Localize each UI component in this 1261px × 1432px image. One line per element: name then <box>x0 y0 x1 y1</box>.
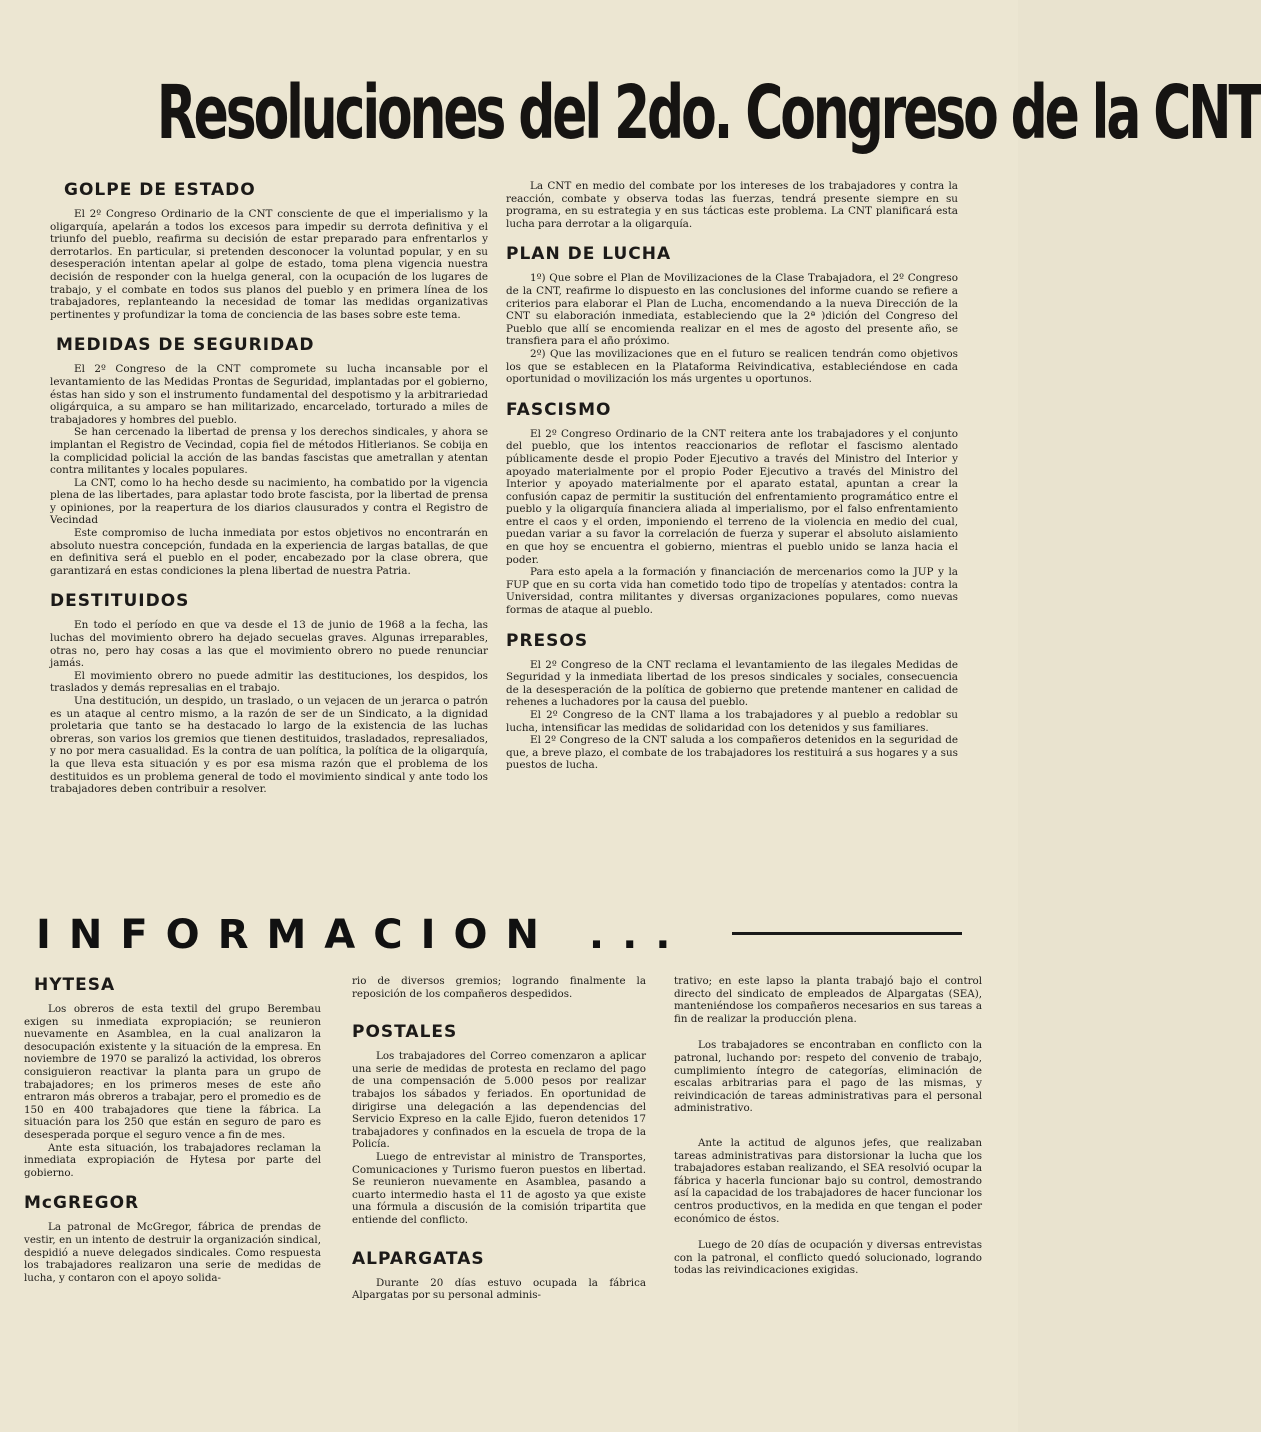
section-mcgregor <box>24 1193 321 1284</box>
section-fascismo <box>506 400 958 617</box>
paragraph: El 2º Congreso Ordinario de la CNT consciente de que el imperialismo y la oligarquía, apelarán a todos los excesos para impedir su derrota definitiva y el triunfo del pueblo, reafirma su decisión de estar preparado para enfrentarlos y derrotarlos. En particular, si pretenden desconocer la voluntad popular, y en su desesperación intentan apelar al golpe de estado, toma plena vigencia nuestra decisión de responder con la huelga general, con la ocupación de los lugares de trabajo, y el combate en todos sus planos del pueblo y en primera línea de los trabajadores, replanteando la necesidad de tomar las medidas organizativas pertinentes y profundizar la toma de conciencia de las bases sobre este tema. <box>50 208 488 321</box>
paragraph: Luego de 20 días de ocupación y diversas entrevistas con la patronal, el conflicto quedó solucionado, logrando todas las reivindicaciones exigidas. <box>674 1239 982 1277</box>
paragraph: 1º) Que sobre el Plan de Movilizaciones de la Clase Trabajadora, el 2º Congreso de la CNT, reafirme lo dispuesto en las conclusiones del informe cuando se refiere a criterios para elaborar el Plan de Lucha, encomendando a la nueva Dirección de la CNT su elaboración inmediata, estableciendo que la 2ª )dición del Congreso del Pueblo que allí se encomienda realizar en el mes de agosto del presente año, se transfiera para el año próximo. <box>506 272 958 348</box>
paragraph: La CNT, como lo ha hecho desde su nacimiento, ha combatido por la vigencia plena de las libertades, para aplastar todo brote fascista, por la libertad de prensa y opiniones, por la reapertura de los diarios clausurados y contra el Registro de Vecindad <box>50 476 488 527</box>
section-plan-de-lucha <box>506 244 958 385</box>
paragraph: El 2º Congreso de la CNT reclama el levantamiento de las ilegales Medidas de Seguridad y la inmediata libertad de los presos sindicales y sociales, consecuencia de la desesperación de la política de gobierno que pretende mantener en calidad de rehenes a luchadores por la causa del pueblo. <box>506 658 958 709</box>
section-golpe-de-estado <box>50 180 488 321</box>
paragraph: El 2º Congreso de la CNT llama a los trabajadores y al pueblo a redoblar su lucha, intensificar las medidas de solidaridad con los detenidos y sus familiares. <box>506 709 958 734</box>
paragraph: Para esto apela a la formación y financiación de mercenarios como la JUP y la FUP que en su corta vida han cometido todo tipo de tropelías y atentados: contra la Universidad, contra militantes y diversas organizaciones populares, como nuevas formas de ataque al pueblo. <box>506 566 958 617</box>
paragraph: El 2º Congreso Ordinario de la CNT reitera ante los trabajadores y el conjunto del pueblo, que los intentos reaccionarios de reflotar el fascismo alentado públicamente desde el propio Poder Ejecutivo a través del Ministro del Interior y apoyado materialmente por el propio Poder Ejecutivo a través del Ministro del Interior y apoyado materialmente por el aparato estatal, apuntan a crear la confusión capaz de permitir la sustitución del enfrentamiento programático entre el pueblo y la oligarquía financiera aliada al imperialismo, por el falso enfrentamiento entre el caos y el orden, imponiendo el terreno de la violencia en medio del cual, puedan variar a su favor la correlación de fuerza y superar el absoluto aislamiento en que hoy se encuentra el gobierno, mientras el pueblo unido se lanza hacia el poder. <box>506 427 958 566</box>
paragraph: 2º) Que las movilizaciones que en el futuro se realicen tendrán como objetivos los que se establecen en la Plataforma Reivindicativa, estableciéndose en cada oportunidad o movilización los más urgentes u oportunos. <box>506 347 958 386</box>
paragraph: Se han cercenado la libertad de prensa y los derechos sindicales, y ahora se implantan el Registro de Vecindad, copia fiel de métodos Hitlerianos. Se cobija en la complicidad policial la acción de las bandas fascistas que ametrallan y atentan contra militantes y locales populares. <box>50 426 488 477</box>
paragraph: Luego de entrevistar al ministro de Transportes, Comunicaciones y Turismo fueron puestos en libertad. Se reunieron nuevamente en Asamblea, pasando a cuarto intermedio hasta el 11 de agosto ya que existe una fórmula a discusión de la comisión tripartita que entiende del conflicto. <box>352 1150 646 1226</box>
section-heading: POSTALES <box>352 1022 458 1043</box>
paragraph: rio de diversos gremios; logrando finalmente la reposición de los compañeros despedidos. <box>352 975 646 1000</box>
paragraph: Este compromiso de lucha inmediata por estos objetivos no encontrarán en absoluto nuestra concepción, fundada en la experiencia de largas batallas, de que en definitiva será el pueblo en el poder, encabezado por la clase obrera, que garantizará en estas condiciones la plena libertad de nuestra Patria. <box>50 527 488 577</box>
section-intro-continuation <box>506 180 958 230</box>
section-heading: PLAN DE LUCHA <box>506 244 672 265</box>
paragraph: La CNT en medio del combate por los intereses de los trabajadores y contra la reacción, combate y observa todas las fuerzas, tendrá presente siempre en su programa, en su estrategia y en sus tácticas este problema. La CNT planificará esta lucha para derrotar a la oligarquía. <box>506 180 958 230</box>
section-medidas-de-seguridad <box>50 335 488 577</box>
paragraph: Los obreros de esta textil del grupo Berembau exigen su inmediata expropiación; se reunieron nuevamente en Asamblea, en la cual analizaron la desocupación existente y la situación de la empresa. En noviembre de 1970 se paralizó la actividad, los obreros consiguieron reactivar la planta para un grupo de trabajadores; en los primeros meses de este año entraron más obreros a trabajar, pero el promedio es de 150 en 400 trabajadores que tiene la fábrica. La situación para los 250 que están en seguro de paro es desesperada porque el seguro vence a fin de mes. <box>24 1003 321 1141</box>
paragraph: Durante 20 días estuvo ocupada la fábrica Alpargatas por su personal adminis- <box>352 1276 646 1302</box>
section-heading: ALPARGATAS <box>352 1248 485 1269</box>
paragraph: El movimiento obrero no puede admitir las destituciones, los despidos, los traslados y demás represalias en el trabajo. <box>50 669 488 695</box>
paragraph: trativo; en este lapso la planta trabajó bajo el control directo del sindicato de empleados de Alpargatas (SEA), manteniéndose los compañeros necesarios en sus tareas a fin de realizar la producción plena. <box>674 975 982 1025</box>
paragraph: El 2º Congreso de la CNT saluda a los compañeros detenidos en la seguridad de que, a breve plazo, el combate de los trabajadores los restituirá a sus hogares y a sus puestos de lucha. <box>506 734 958 772</box>
section-heading: MEDIDAS DE SEGURIDAD <box>56 335 315 356</box>
paragraph: La patronal de McGregor, fábrica de prendas de vestir, en un intento de destruir la organización sindical, despidió a nueve delegados sindicales. Como respuesta los trabajadores realizaron una serie de medidas de lucha, y contaron con el apoyo solida- <box>24 1221 321 1284</box>
section-mcgregor-continuation <box>352 975 646 1000</box>
paragraph: Ante la actitud de algunos jefes, que realizaban tareas administrativas para distorsionar la lucha que los trabajadores estaban realizando, el SEA resolvió ocupar la fábrica y hacerla funcionar bajo su control, demostrando así la capacidad de los trabajadores de hacer funcionar los centros productivos, en la medida en que tengan el poder económico de éstos. <box>674 1136 982 1225</box>
section-alpargatas <box>352 1249 646 1302</box>
section-heading: PRESOS <box>506 630 589 651</box>
lower-right-column <box>674 975 982 1277</box>
section-heading: DESTITUIDOS <box>50 591 190 612</box>
upper-right-column <box>506 180 958 772</box>
paragraph: Una destitución, un despido, un traslado, o un vejacen de un jerarca o patrón es un ataque al centro mismo, a la razón de ser de un Sindicato, a la dignidad proletaria que tanto se ha destacado lo largo de la existencia de las luchas obreras, son varios los gremios que tienen destituidos, trasladados, represaliados, y no por mera casualidad. Es la contra de uan política, la política de la oligarquía, la que lleva esta situación y es por esa misma razón que el problema de los destituidos es un problema general de todo el movimiento sindical y ante todo los trabajadores deben contribuir a resolver. <box>50 695 488 796</box>
section-heading: McGREGOR <box>24 1193 140 1214</box>
page-title: Resoluciones del 2do. Congreso de la CNT <box>156 70 1261 156</box>
paragraph: Los trabajadores del Correo comenzaron a aplicar una serie de medidas de protesta en reclamo del pago de una compensación de 5.000 pesos por realizar trabajos los sábados y feriados. En oportunidad de dirigirse una delegación a las dependencias del Servicio Expreso en la calle Ejido, fueron detenidos 17 trabajadores y confinados en la escuela de tropa de la Policía. <box>352 1050 646 1151</box>
paragraph: Los trabajadores se encontraban en conflicto con la patronal, luchando por: respeto del convenio de trabajo, cumplimiento íntegro de categorías, eliminación de escalas arbitrarias para el pago de las mismas, y reivindicación de tareas administrativas para el personal administrativo. <box>674 1039 982 1115</box>
section-heading: GOLPE DE ESTADO <box>64 180 256 200</box>
section-heading: FASCISMO <box>506 399 612 420</box>
paragraph: El 2º Congreso de la CNT compromete su lucha incansable por el levantamiento de las Medidas Prontas de Seguridad, implantadas por el gobierno, éstas han sido y son el instrumento fundamental del despotismo y la arbitrariedad oligárquica, a su amparo se han militarizado, encarcelado, torturado a miles de trabajadores y hombres del pueblo. <box>50 363 488 426</box>
lower-left-column <box>24 975 321 1284</box>
upper-left-column <box>50 180 488 796</box>
informacion-heading: INFORMACION ... <box>36 912 689 958</box>
section-hytesa <box>24 975 321 1179</box>
section-destituidos <box>50 591 488 795</box>
section-heading: HYTESA <box>34 975 116 995</box>
section-presos <box>506 631 958 772</box>
paragraph: Ante esta situación, los trabajadores reclaman la inmediata expropiación de Hytesa por parte del gobierno. <box>24 1141 321 1179</box>
heading-rule <box>732 932 962 935</box>
lower-middle-column <box>352 975 646 1302</box>
paragraph: En todo el período en que va desde el 13 de junio de 1968 a la fecha, las luchas del movimiento obrero ha dejado secuelas graves. Algunas irreparables, otras no, pero hay cosas a las que el movimiento obrero no puede renunciar jamás. <box>50 619 488 670</box>
section-postales <box>352 1022 646 1226</box>
